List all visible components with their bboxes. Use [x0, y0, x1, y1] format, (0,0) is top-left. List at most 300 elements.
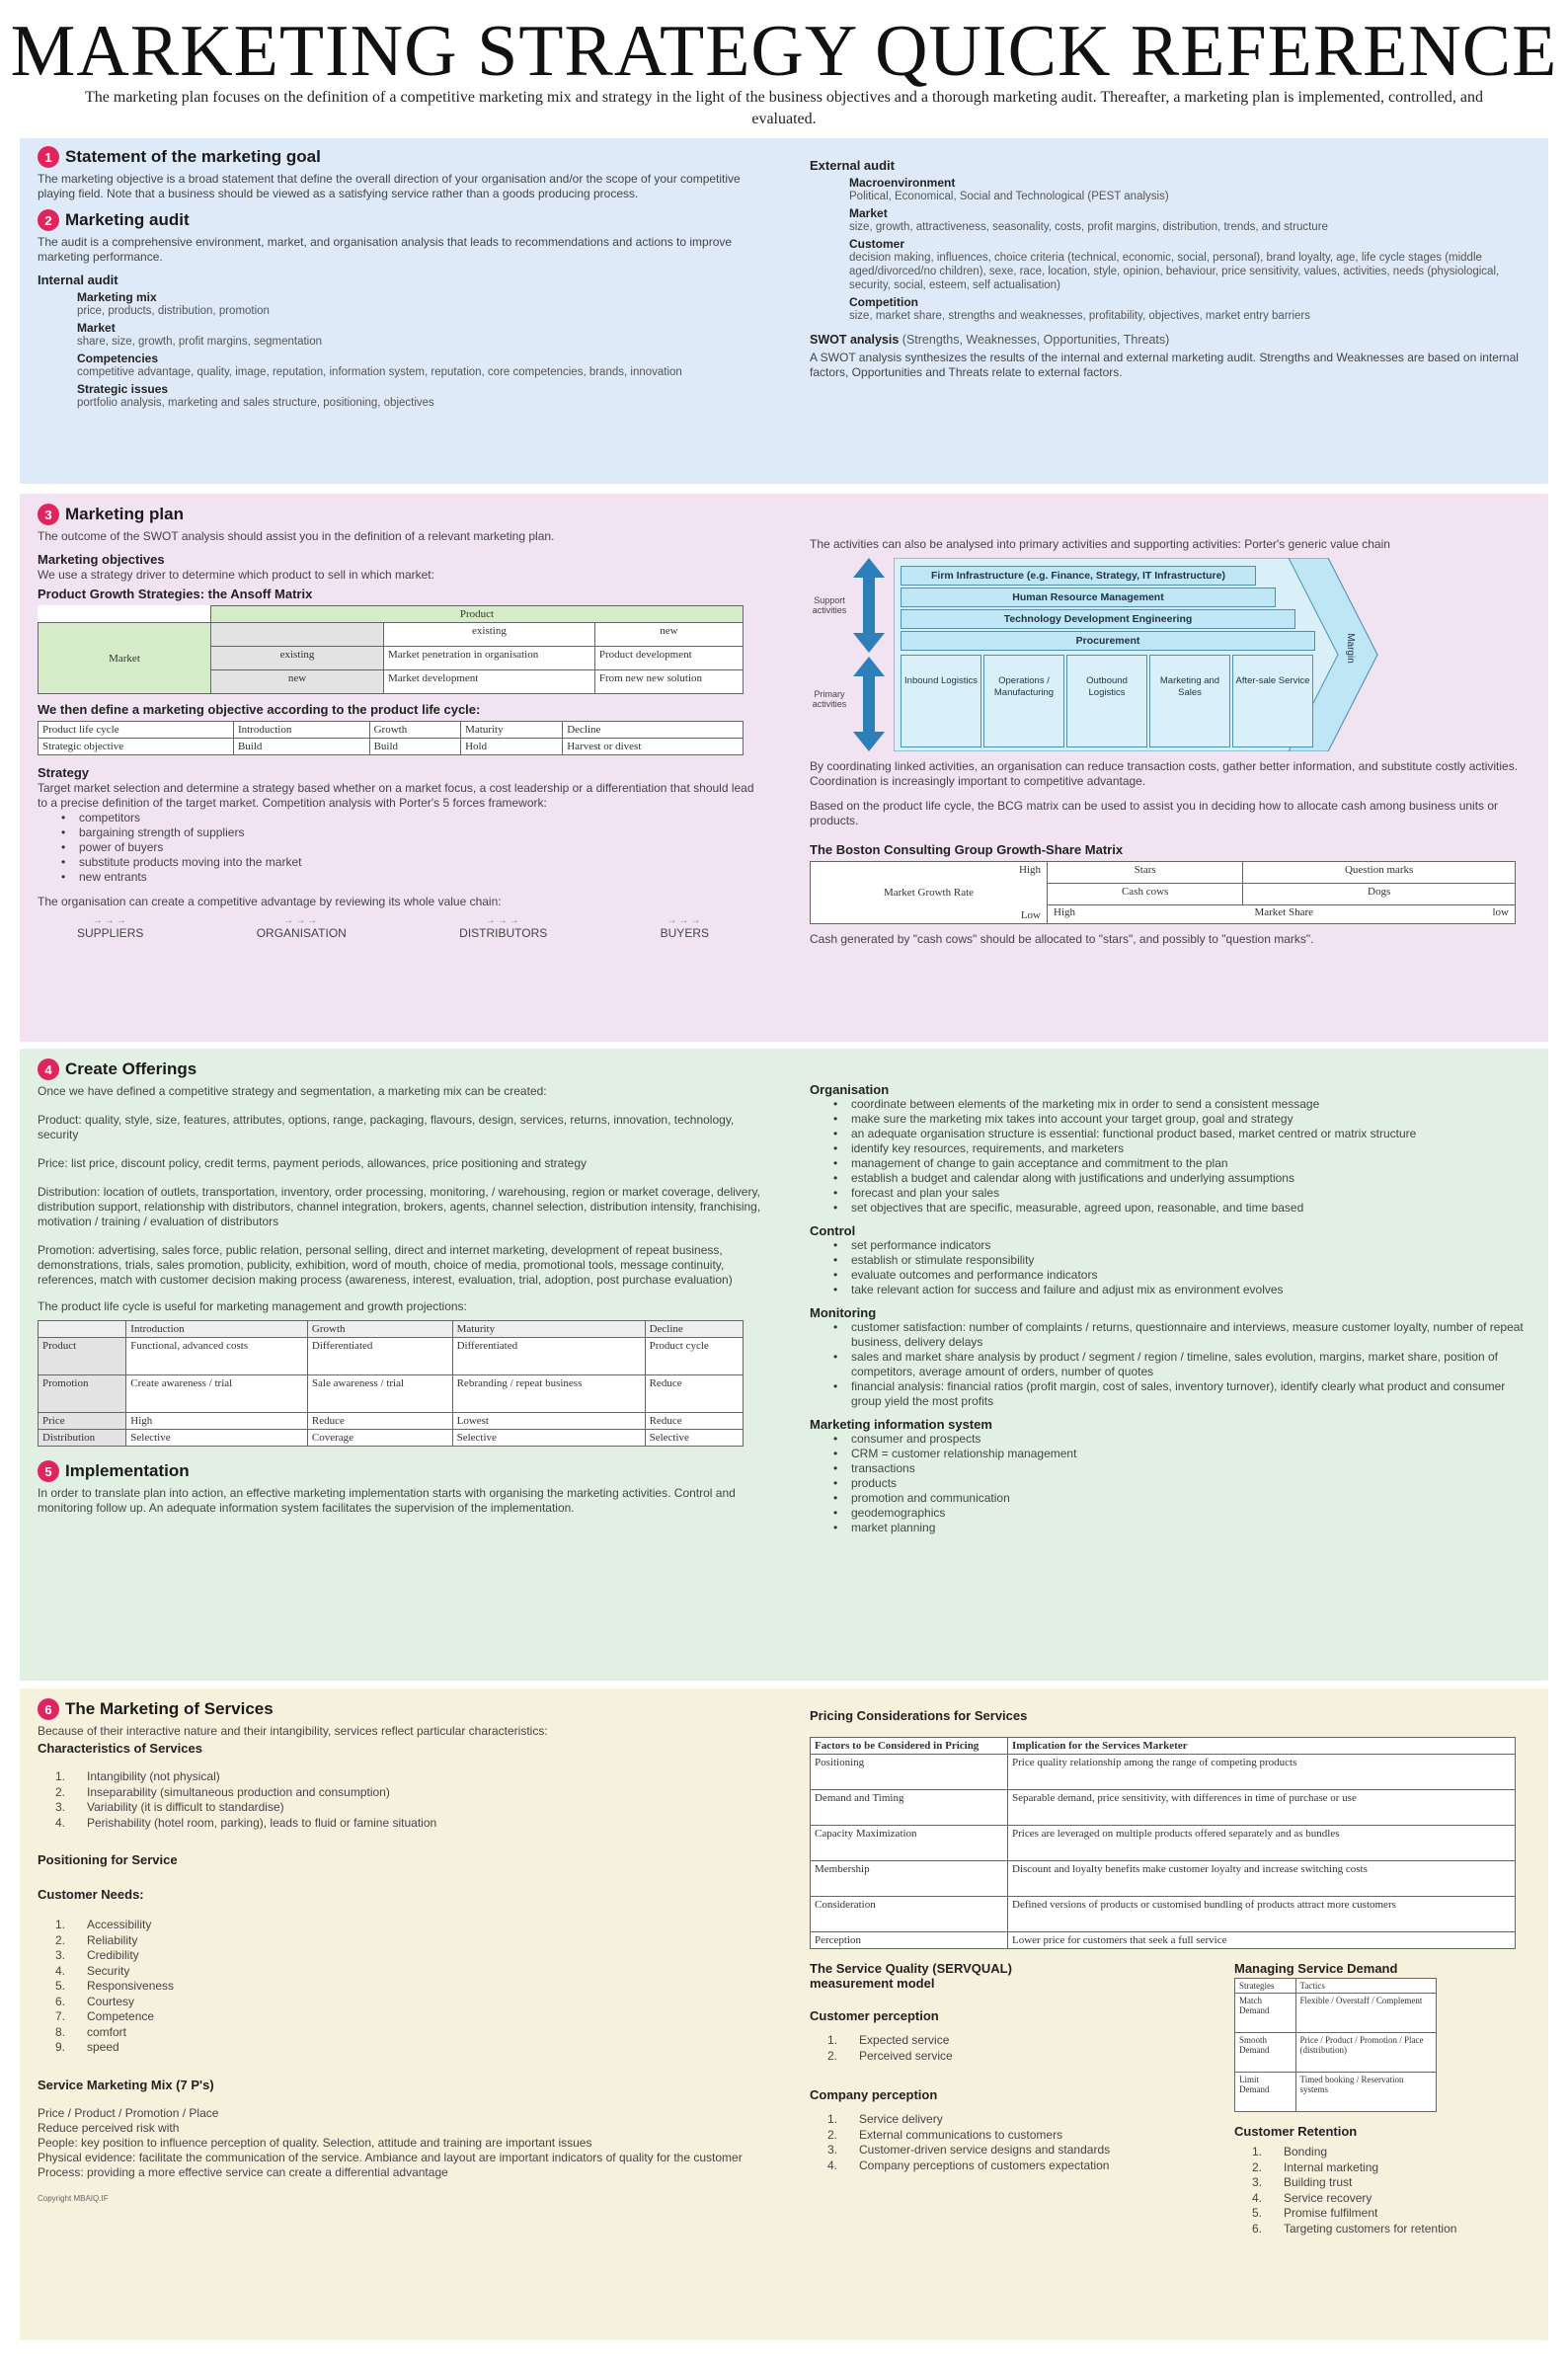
- primary-activity-cell: Marketing and Sales: [1149, 655, 1230, 747]
- services-right-column: [810, 1708, 1535, 2236]
- list-number: 6.: [55, 1994, 66, 2008]
- pricing-cell: Discount and loyalty benefits make customer loyalty and increase switching costs: [1008, 1861, 1516, 1897]
- value-system-label: ORGANISATION: [256, 926, 347, 940]
- activity-arrows-icon: [851, 556, 887, 753]
- section-goal-audit: [20, 138, 1548, 484]
- external-audit-detail: decision making, influences, choice criteria (technical, economic, social, personal), brand loyalty, age, life cycle stages (middle aged/divorced/no children), sexe, race, location, style, opinion, behaviour, price sensitivity, values, activities, needs (physiological, security, social, esteem, self actualisation): [849, 252, 1500, 291]
- company-perception-item-text: External communications to customers: [859, 2127, 1063, 2142]
- external-audit-item: Competition: [849, 295, 918, 309]
- s6-text: Because of their interactive nature and their intangibility, services reflect particular characteristics:: [38, 1724, 548, 1738]
- ansoff-product-label: Product: [211, 606, 744, 623]
- organisation-item: • forecast and plan your sales: [829, 1186, 1535, 1201]
- plc-management-table: [38, 1320, 744, 1447]
- bcg-share-high: High: [1054, 905, 1075, 918]
- customer-need-item-text: Accessibility: [87, 1918, 152, 1931]
- demand-cell: Limit Demand: [1235, 2073, 1296, 2112]
- support-activity-row: Human Resource Management: [901, 588, 1276, 607]
- s1-title: Statement of the marketing goal: [65, 147, 321, 166]
- internal-audit-item: Competencies: [77, 352, 159, 365]
- customer-need-item-text: Responsiveness: [87, 1979, 175, 1993]
- characteristics-list: [55, 1769, 763, 1831]
- internal-audit-title: Internal audit: [38, 273, 118, 287]
- primary-activities-label: Primary activities: [812, 689, 847, 709]
- pricing-cell: Defined versions of products or customised bundling of products attract more customers: [1008, 1897, 1516, 1932]
- s3-title: Marketing plan: [65, 505, 184, 523]
- service-mix-item: Process: providing a more effective service can create a differential advantage: [38, 2164, 448, 2179]
- customer-perception-item-text: Expected service: [859, 2033, 950, 2047]
- value-system-node: [257, 915, 347, 940]
- customer-perception-item: [827, 2033, 1234, 2049]
- swot-text: A SWOT analysis synthesizes the results of the internal and external marketing audit. Strengths and Weaknesses are based on internal factors, Opportunities and Threats relate to external factors.: [810, 351, 1519, 379]
- value-system-label: SUPPLIERS: [77, 926, 144, 940]
- section-offerings: [20, 1049, 1548, 1681]
- section-services: [20, 1688, 1548, 2340]
- porter-force-item: • bargaining strength of suppliers: [57, 825, 763, 840]
- customer-need-item: [55, 1964, 763, 1980]
- plc-objective-cell: Maturity: [461, 722, 563, 739]
- plc-management-cell: Selective: [452, 1430, 645, 1447]
- service-mix-item: Price / Product / Promotion / Place: [38, 2105, 219, 2120]
- plc-management-head-cell: Decline: [645, 1321, 743, 1338]
- list-number: 2.: [55, 1784, 66, 1799]
- pricing-head-cell: Factors to be Considered in Pricing: [811, 1738, 1008, 1755]
- audit-left-column: [38, 146, 763, 410]
- demand-cell: Price / Product / Promotion / Place (distribution): [1295, 2033, 1436, 2073]
- s1-heading: [38, 146, 763, 168]
- support-activity-row: Technology Development Engineering: [901, 609, 1295, 629]
- retention-item: [1252, 2175, 1521, 2191]
- bcg-cash-cows: Cash cows: [1048, 883, 1243, 904]
- list-number: 2.: [55, 1932, 66, 1947]
- demand-title: Managing Service Demand: [1234, 1961, 1398, 1976]
- company-perception-item-text: Customer-driven service designs and standards: [859, 2143, 1111, 2157]
- plc-management-cell: Reduce: [645, 1375, 743, 1413]
- ansoff-cell: Market development: [384, 670, 595, 694]
- list-number: 2.: [827, 2048, 838, 2063]
- bcg-note: Cash generated by "cash cows" should be allocated to "stars", and possibly to "question marks".: [810, 932, 1314, 946]
- s2-title: Marketing audit: [65, 210, 190, 229]
- s2-heading: [38, 209, 763, 231]
- list-number: 5.: [55, 1979, 66, 1993]
- swot-heading: [810, 333, 1535, 347]
- retention-item: [1252, 2145, 1521, 2160]
- customer-need-item: [55, 2025, 763, 2041]
- plc-management-cell: Promotion: [39, 1375, 126, 1413]
- servqual-block: [810, 1961, 1234, 2236]
- monitoring-list: [829, 1320, 1535, 1409]
- plc-management-cell: High: [126, 1413, 308, 1430]
- customer-needs-list: [55, 1918, 763, 2056]
- copyright: Copyright MBAIQ.IF: [38, 2193, 109, 2203]
- list-number: 3.: [55, 1948, 66, 1962]
- plc-management-cell: Product cycle: [645, 1338, 743, 1375]
- bcg-question-marks: Question marks: [1243, 862, 1516, 884]
- retention-item: [1252, 2191, 1521, 2207]
- plc-management-cell: Differentiated: [452, 1338, 645, 1375]
- plc-management-row: [39, 1338, 744, 1375]
- internal-audit-detail: share, size, growth, profit margins, segmentation: [77, 336, 323, 348]
- porter-force-item: • competitors: [57, 811, 763, 825]
- company-perception-item-text: Service delivery: [859, 2112, 943, 2126]
- margin-label: Margin: [1344, 633, 1356, 664]
- customer-need-item: [55, 1979, 763, 1995]
- customer-perception-item-text: Perceived service: [859, 2048, 953, 2063]
- demand-cell: Smooth Demand: [1235, 2033, 1296, 2073]
- customer-perception-item: [827, 2049, 1234, 2065]
- plc-management-cell: Reduce: [645, 1413, 743, 1430]
- s5-heading: [38, 1460, 763, 1482]
- external-audit-title: External audit: [810, 158, 895, 173]
- list-number: 6.: [1252, 2221, 1263, 2236]
- list-number: 3.: [55, 1800, 66, 1814]
- ansoff-col-new: new: [594, 623, 743, 647]
- plc-objective-cell: Growth: [369, 722, 461, 739]
- list-number: 9.: [55, 2040, 66, 2054]
- s3-number-badge: 3: [38, 504, 59, 525]
- control-item: • set performance indicators: [829, 1238, 1535, 1253]
- ansoff-cell: Product development: [594, 647, 743, 670]
- mis-item: • promotion and communication: [829, 1491, 1535, 1506]
- demand-cell: Match Demand: [1235, 1994, 1296, 2033]
- demand-head-cell: Tactics: [1295, 1979, 1436, 1994]
- pricing-cell: Demand and Timing: [811, 1790, 1008, 1826]
- pricing-row: [811, 1932, 1516, 1949]
- plc-management-head-cell: Growth: [307, 1321, 452, 1338]
- customer-need-item: [55, 2040, 763, 2056]
- porter-value-chain-diagram: [810, 556, 1402, 753]
- demand-table: [1234, 1978, 1437, 2112]
- value-system-node: [459, 915, 547, 940]
- pricing-head-cell: Implication for the Services Marketer: [1008, 1738, 1516, 1755]
- plc-management-cell: Sale awareness / trial: [307, 1375, 452, 1413]
- demand-row: [1235, 2033, 1437, 2073]
- chain-arrow-icon: →→→: [92, 915, 128, 926]
- list-number: 4.: [55, 1815, 66, 1830]
- list-number: 1.: [827, 2033, 838, 2047]
- ansoff-market-label: Market: [39, 623, 211, 694]
- plc-management-cell: Selective: [645, 1430, 743, 1447]
- services-left-column: [38, 1698, 763, 2203]
- characteristic-item-text: Intangibility (not physical): [87, 1769, 220, 1783]
- objectives-title: Marketing objectives: [38, 552, 165, 567]
- characteristic-item-text: Inseparability (simultaneous production and consumption): [87, 1784, 390, 1799]
- ansoff-title: Product Growth Strategies: the Ansoff Matrix: [38, 587, 313, 601]
- external-audit-detail: size, market share, strengths and weaknesses, profitability, objectives, market entry barriers: [849, 310, 1311, 322]
- primary-activity-cell: Outbound Logistics: [1066, 655, 1147, 747]
- pricing-cell: Separable demand, price sensitivity, with differences in time of purchase or use: [1008, 1790, 1516, 1826]
- objectives-text: We use a strategy driver to determine which product to sell in which market:: [38, 568, 434, 582]
- offerings-left-column: [38, 1059, 763, 1516]
- pricing-cell: Perception: [811, 1932, 1008, 1949]
- pricing-row: [811, 1826, 1516, 1861]
- company-perception-item: [827, 2128, 1234, 2144]
- s3-heading: [38, 504, 763, 525]
- demand-header: [1235, 1979, 1437, 1994]
- plc-objective-cell: Introduction: [233, 722, 369, 739]
- organisation-item: • coordinate between elements of the marketing mix in order to send a consistent message: [829, 1097, 1535, 1112]
- control-title: Control: [810, 1223, 856, 1238]
- organisation-item: • establish a budget and calendar along with justifications and underlying assumptions: [829, 1171, 1535, 1186]
- service-mix-list: [38, 2106, 763, 2180]
- offerings-right-column: [810, 1082, 1535, 1535]
- ansoff-row-existing: existing: [211, 647, 384, 670]
- external-audit-item: Market: [849, 206, 888, 220]
- retention-item: [1252, 2160, 1521, 2176]
- plc-management-cell: Distribution: [39, 1430, 126, 1447]
- support-activity-row: Procurement: [901, 631, 1315, 651]
- list-number: 2.: [1252, 2159, 1263, 2174]
- list-number: 4.: [1252, 2190, 1263, 2205]
- organisation-list: [829, 1097, 1535, 1216]
- plc-objective-cell: Strategic objective: [39, 739, 234, 755]
- control-item: • establish or stimulate responsibility: [829, 1253, 1535, 1268]
- marketing-mix-paragraph: Distribution: location of outlets, transportation, inventory, order processing, monitoring, / warehousing, region or market coverage, delivery, distribution support, relationship with distributors, channel integration, brokers, agents, channel selection, distribution intensity, franchising, motivation / training / evaluation of distributors: [38, 1185, 761, 1228]
- mis-list: [829, 1432, 1535, 1535]
- plc-management-cell: Selective: [126, 1430, 308, 1447]
- plc-management-cell: Reduce: [307, 1413, 452, 1430]
- marketing-mix-paragraphs: [38, 1113, 763, 1288]
- external-audit-list: [810, 176, 1535, 323]
- plc-management-cell: Differentiated: [307, 1338, 452, 1375]
- customer-needs-title: Customer Needs:: [38, 1887, 144, 1902]
- list-number: 4.: [827, 2158, 838, 2172]
- s6-number-badge: 6: [38, 1698, 59, 1720]
- strategy-text: Target market selection and determine a strategy based whether on a market focus, a cost leadership or a differentiation that should lead to a precise definition of the target market. Competition analysis with Porter's 5 forces framework:: [38, 781, 754, 810]
- characteristics-title: Characteristics of Services: [38, 1741, 202, 1756]
- bcg-stars: Stars: [1048, 862, 1243, 884]
- s6-title: The Marketing of Services: [65, 1699, 274, 1718]
- plc-objective-cell: Product life cycle: [39, 722, 234, 739]
- plc-objective-row: [39, 739, 744, 755]
- organisation-item: • management of change to gain acceptance and commitment to the plan: [829, 1156, 1535, 1171]
- monitoring-item: • financial analysis: financial ratios (profit margin, cost of sales, inventory turnover), identify clearly what product and consumer group yield the most profits: [829, 1379, 1535, 1409]
- s4-number-badge: 4: [38, 1059, 59, 1080]
- page-intro: The marketing plan focuses on the definition of a competitive marketing mix and strategy in the light of the business objectives and a thorough marketing audit. Thereafter, a marketing plan is implemented, controlled, and evaluated.: [85, 89, 1483, 127]
- service-demand-block: [1234, 1961, 1521, 2236]
- plc-objective-table: [38, 721, 744, 755]
- characteristic-item-text: Perishability (hotel room, parking), leads to fluid or famine situation: [87, 1815, 437, 1830]
- customer-need-item-text: speed: [87, 2040, 119, 2054]
- support-activities-label: Support activities: [812, 595, 847, 615]
- external-audit-item: Macroenvironment: [849, 176, 956, 190]
- s4-title: Create Offerings: [65, 1059, 197, 1078]
- plc-management-cell: Lowest: [452, 1413, 645, 1430]
- value-system-node: [77, 915, 143, 940]
- organisation-title: Organisation: [810, 1082, 890, 1097]
- characteristic-item: [55, 1785, 763, 1801]
- pricing-row: [811, 1861, 1516, 1897]
- list-number: 1.: [827, 2112, 838, 2126]
- mis-item: • products: [829, 1476, 1535, 1491]
- list-number: 1.: [55, 1769, 66, 1783]
- demand-cell: Timed booking / Reservation systems: [1295, 2073, 1436, 2112]
- page-title: MARKETING STRATEGY QUICK REFERENCE: [10, 11, 1558, 92]
- demand-cell: Flexible / Overstaff / Complement: [1295, 1994, 1436, 2033]
- plc-objective-row: [39, 722, 744, 739]
- pricing-title: Pricing Considerations for Services: [810, 1708, 1028, 1723]
- retention-item-text: Internal marketing: [1284, 2159, 1379, 2174]
- demand-row: [1235, 2073, 1437, 2112]
- internal-audit-item: Marketing mix: [77, 290, 157, 304]
- s3-text: The outcome of the SWOT analysis should assist you in the definition of a relevant marketing plan.: [38, 529, 555, 543]
- retention-item-text: Targeting customers for retention: [1284, 2221, 1457, 2236]
- coordination-text: By coordinating linked activities, an organisation can reduce transaction costs, gather better information, and substitute costly activities. Coordination is increasingly important to competitive advantage.: [810, 759, 1519, 788]
- characteristic-item: [55, 1800, 763, 1816]
- support-activity-row: Firm Infrastructure (e.g. Finance, Strategy, IT Infrastructure): [901, 566, 1256, 586]
- chain-arrow-icon: →→→: [485, 915, 521, 926]
- pricing-row: [811, 1755, 1516, 1790]
- s5-text: In order to translate plan into action, an effective marketing implementation starts with organising the marketing activities. Control and monitoring follow up. An adequate information system facilitates the supervision of the implementation.: [38, 1486, 736, 1515]
- ansoff-col-existing: existing: [384, 623, 595, 647]
- s2-number-badge: 2: [38, 209, 59, 231]
- plc-management-cell: Create awareness / trial: [126, 1375, 308, 1413]
- plc-management-cell: Price: [39, 1413, 126, 1430]
- bcg-share-low: low: [1492, 905, 1509, 918]
- plc-management-head-cell: [39, 1321, 126, 1338]
- plan-left-column: [38, 504, 763, 940]
- porter-force-item: • power of buyers: [57, 840, 763, 855]
- bcg-share-axis: Market Share: [1254, 905, 1314, 918]
- organisation-item: • make sure the marketing mix takes into account your target group, goal and strategy: [829, 1112, 1535, 1127]
- retention-item-text: Service recovery: [1284, 2190, 1372, 2205]
- list-number: 3.: [1252, 2175, 1263, 2189]
- plc-management-row: [39, 1375, 744, 1413]
- mis-title: Marketing information system: [810, 1417, 992, 1432]
- bcg-matrix: [810, 861, 1516, 924]
- list-number: 1.: [55, 1918, 66, 1931]
- customer-need-item-text: comfort: [87, 2024, 127, 2039]
- monitoring-item: • sales and market share analysis by product / segment / region / timeline, sales evolution, margins, market share, position of competitors, average amount of orders, number of quotes: [829, 1350, 1535, 1379]
- plc-management-cell: Coverage: [307, 1430, 452, 1447]
- characteristic-item: [55, 1769, 763, 1785]
- customer-need-item: [55, 1933, 763, 1949]
- list-number: 1.: [1252, 2145, 1263, 2158]
- value-system-label: DISTRIBUTORS: [459, 926, 548, 940]
- customer-need-item-text: Security: [87, 1963, 130, 1978]
- bcg-title: The Boston Consulting Group Growth-Share Matrix: [810, 842, 1124, 857]
- mis-item: • consumer and prospects: [829, 1432, 1535, 1447]
- list-number: 7.: [55, 2009, 66, 2023]
- customer-need-item-text: Competence: [87, 2009, 155, 2023]
- internal-audit-detail: portfolio analysis, marketing and sales structure, positioning, objectives: [77, 397, 434, 409]
- plc-objective-cell: Harvest or divest: [563, 739, 744, 755]
- s2-text: The audit is a comprehensive environment, market, and organisation analysis that leads to recommendations and actions to improve marketing performance.: [38, 235, 733, 264]
- monitoring-item: • customer satisfaction: number of complaints / returns, questionnaire and interviews, measure customer loyalty, number of repeat business, delivery delays: [829, 1320, 1535, 1350]
- internal-audit-detail: price, products, distribution, promotion: [77, 305, 270, 317]
- list-number: 5.: [1252, 2206, 1263, 2220]
- customer-perception-title: Customer perception: [810, 2008, 939, 2023]
- external-audit-detail: size, growth, attractiveness, seasonality, costs, profit margins, distribution, trends, and structure: [849, 221, 1328, 233]
- customer-perception-list: [827, 2033, 1234, 2064]
- plc-management-header: [39, 1321, 744, 1338]
- primary-activity-cell: Inbound Logistics: [901, 655, 981, 747]
- demand-row: [1235, 1994, 1437, 2033]
- internal-audit-item: Market: [77, 321, 116, 335]
- pricing-cell: Positioning: [811, 1755, 1008, 1790]
- retention-list: [1252, 2145, 1521, 2236]
- chain-arrow-icon: →→→: [283, 915, 320, 926]
- pricing-cell: Prices are leveraged on multiple products offered separately and as bundles: [1008, 1826, 1516, 1861]
- pricing-cell: Price quality relationship among the range of competing products: [1008, 1755, 1516, 1790]
- s4-text: Once we have defined a competitive strategy and segmentation, a marketing mix can be created:: [38, 1084, 547, 1098]
- s5-title: Implementation: [65, 1461, 190, 1480]
- control-item: • take relevant action for success and failure and adjust mix as environment evolves: [829, 1283, 1535, 1297]
- control-list: [829, 1238, 1535, 1297]
- pricing-cell: Capacity Maximization: [811, 1826, 1008, 1861]
- list-number: 2.: [827, 2127, 838, 2142]
- service-mix-item: People: key position to influence perception of quality. Selection, attitude and training are important issues: [38, 2135, 592, 2150]
- plc-objective-cell: Build: [233, 739, 369, 755]
- plc-objective-title: We then define a marketing objective according to the product life cycle:: [38, 702, 481, 717]
- customer-need-item-text: Reliability: [87, 1932, 138, 1947]
- ansoff-row-new: new: [211, 670, 384, 694]
- company-perception-item: [827, 2112, 1234, 2128]
- plc-management-cell: Product: [39, 1338, 126, 1375]
- s1-text: The marketing objective is a broad statement that define the overall direction of your organisation and/or the scope of your competitive playing field. Note that a business should be viewed as a satisfying service rather than a goods producing process.: [38, 172, 741, 200]
- plc-management-head-cell: Introduction: [126, 1321, 308, 1338]
- plc-objective-cell: Build: [369, 739, 461, 755]
- internal-audit-list: [38, 290, 763, 410]
- customer-need-item: [55, 1948, 763, 1964]
- plc-objective-cell: Hold: [461, 739, 563, 755]
- company-perception-item-text: Company perceptions of customers expectation: [859, 2158, 1110, 2172]
- mis-item: • CRM = customer relationship management: [829, 1447, 1535, 1461]
- pricing-row: [811, 1897, 1516, 1932]
- retention-item: [1252, 2206, 1521, 2222]
- servqual-title: The Service Quality (SERVQUAL) measurement model: [810, 1961, 1012, 1991]
- organisation-item: • set objectives that are specific, measurable, agreed upon, reasonable, and time based: [829, 1201, 1535, 1216]
- plc-management-cell: Rebranding / repeat business: [452, 1375, 645, 1413]
- monitoring-title: Monitoring: [810, 1305, 877, 1320]
- list-number: 4.: [55, 1963, 66, 1978]
- mis-item: • transactions: [829, 1461, 1535, 1476]
- ansoff-cell: Market penetration in organisation: [384, 647, 595, 670]
- mis-item: • market planning: [829, 1521, 1535, 1535]
- porter-force-item: • substitute products moving into the market: [57, 855, 763, 870]
- ansoff-matrix: [38, 605, 744, 694]
- company-perception-item: [827, 2143, 1234, 2158]
- bcg-growth-high: High: [1019, 864, 1041, 876]
- internal-audit-item: Strategic issues: [77, 382, 169, 396]
- plc-management-row: [39, 1430, 744, 1447]
- value-text: The organisation can create a competitive advantage by reviewing its whole value chain:: [38, 895, 502, 908]
- ansoff-cell: From new new solution: [594, 670, 743, 694]
- s5-number-badge: 5: [38, 1460, 59, 1482]
- characteristic-item: [55, 1816, 763, 1832]
- company-perception-list: [827, 2112, 1234, 2173]
- internal-audit-detail: competitive advantage, quality, image, reputation, information system, reputation, core competencies, brands, innovation: [77, 366, 682, 378]
- primary-activity-cell: After-sale Service: [1232, 655, 1313, 747]
- value-system-label: BUYERS: [660, 926, 709, 940]
- plc-growth-text: The product life cycle is useful for marketing management and growth projections:: [38, 1299, 467, 1313]
- customer-need-item: [55, 1995, 763, 2010]
- customer-need-item: [55, 2009, 763, 2025]
- pricing-row: [811, 1790, 1516, 1826]
- value-system-node: [661, 915, 709, 940]
- marketing-mix-paragraph: Product: quality, style, size, features, attributes, options, range, packaging, flavours, design, services, returns, innovation, technology, security: [38, 1113, 735, 1141]
- pricing-cell: Consideration: [811, 1897, 1008, 1932]
- plc-management-head-cell: Maturity: [452, 1321, 645, 1338]
- marketing-mix-paragraph: Price: list price, discount policy, credit terms, payment periods, allowances, price positioning and strategy: [38, 1156, 588, 1170]
- control-item: • evaluate outcomes and performance indicators: [829, 1268, 1535, 1283]
- section-marketing-plan: [20, 494, 1548, 1042]
- company-perception-item: [827, 2158, 1234, 2174]
- positioning-title: Positioning for Service: [38, 1852, 178, 1867]
- company-perception-title: Company perception: [810, 2087, 938, 2102]
- audit-right-column: [810, 158, 1535, 380]
- demand-head-cell: Strategies: [1235, 1979, 1296, 1994]
- service-mix-item: Physical evidence: facilitate the communication of the service. Ambiance and layout are important indicators of quality for the customer: [38, 2150, 743, 2164]
